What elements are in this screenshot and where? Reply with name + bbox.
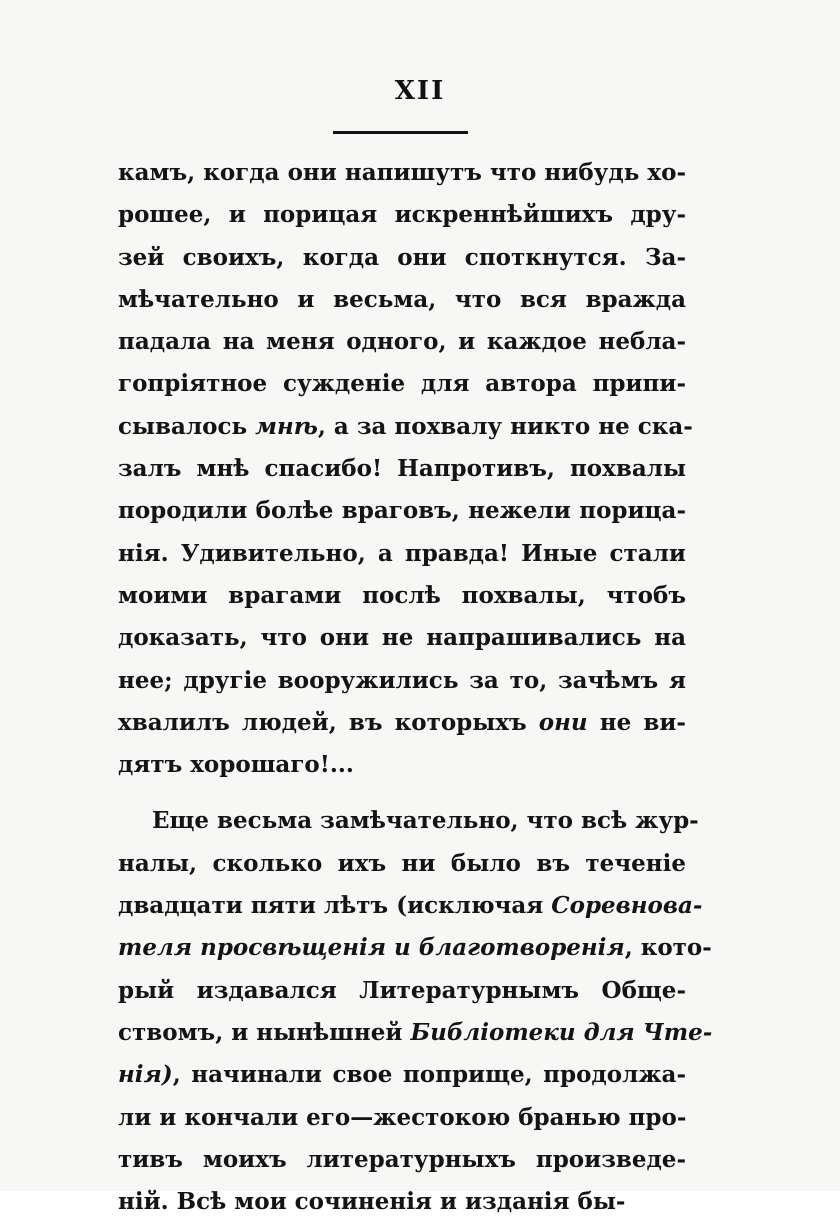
text-line: хвалилъ людей, въ которыхъ они не ви-: [118, 708, 686, 736]
text-line: зей своихъ, когда они споткнутся. За-: [118, 243, 686, 271]
italic-text: мнѣ: [255, 412, 318, 440]
text-line: гопріятное сужденіе для автора припи-: [118, 370, 686, 398]
italic-text: они: [538, 708, 588, 736]
text-line: доказать, что они не напрашивались на: [118, 624, 686, 652]
text-line: теля просвѣщенія и благотворенія, кото-: [118, 934, 712, 962]
page-number: XII: [394, 76, 446, 106]
text-line: ній. Всѣ мои сочиненія и изданія бы-: [118, 1188, 626, 1216]
paragraph-2: [118, 800, 713, 1223]
text-line: нія. Удивительно, а правда! Иные стали: [118, 539, 686, 567]
paragraph-gap: [118, 786, 686, 800]
text-line: ли и кончали его—жестокою бранью про-: [118, 1103, 687, 1131]
header-rule: [333, 131, 468, 134]
text-line: мѣчательно и весьма, что вся вражда: [118, 285, 686, 313]
text-line: нее; другіе вооружились за то, зачѣмъ я: [118, 666, 686, 694]
italic-text: Соревнова-: [551, 892, 703, 920]
text-line: ствомъ, и нынѣшней Библіотеки для Чте-: [118, 1018, 713, 1046]
text-line: Еще весьма замѣчательно, что всѣ жур-: [152, 807, 699, 835]
body-text: [118, 152, 713, 1223]
italic-text: Библіотеки для Чте-: [410, 1018, 713, 1046]
text-line: тивъ моихъ литературныхъ произведе-: [118, 1145, 686, 1173]
text-line: нія), начинали свое поприще, продолжа-: [118, 1061, 686, 1089]
italic-text: нія): [118, 1061, 173, 1089]
text-line: рый издавался Литературнымъ Обще-: [118, 976, 686, 1004]
text-line: падала на меня одного, и каждое небла-: [118, 328, 686, 356]
text-line: камъ, когда они напишутъ что нибудь хо-: [118, 159, 686, 186]
text-line: моими врагами послѣ похвалы, чтобъ: [118, 581, 686, 609]
text-line: налы, сколько ихъ ни было въ теченіе: [118, 849, 686, 877]
text-line: породили болѣе враговъ, нежели порица-: [118, 497, 686, 525]
paragraph-1: [118, 152, 693, 786]
text-line: двадцати пяти лѣтъ (исключая Соревнова-: [118, 892, 703, 920]
text-line: рошее, и порицая искреннѣйшихъ дру-: [118, 201, 686, 229]
text-line: сывалось мнѣ, а за похвалу никто не ска-: [118, 412, 693, 440]
text-line: залъ мнѣ спасибо! Напротивъ, похвалы: [118, 455, 686, 483]
text-line: дятъ хорошаго!...: [118, 751, 354, 779]
italic-text: теля просвѣщенія и благотворенія: [118, 934, 625, 962]
